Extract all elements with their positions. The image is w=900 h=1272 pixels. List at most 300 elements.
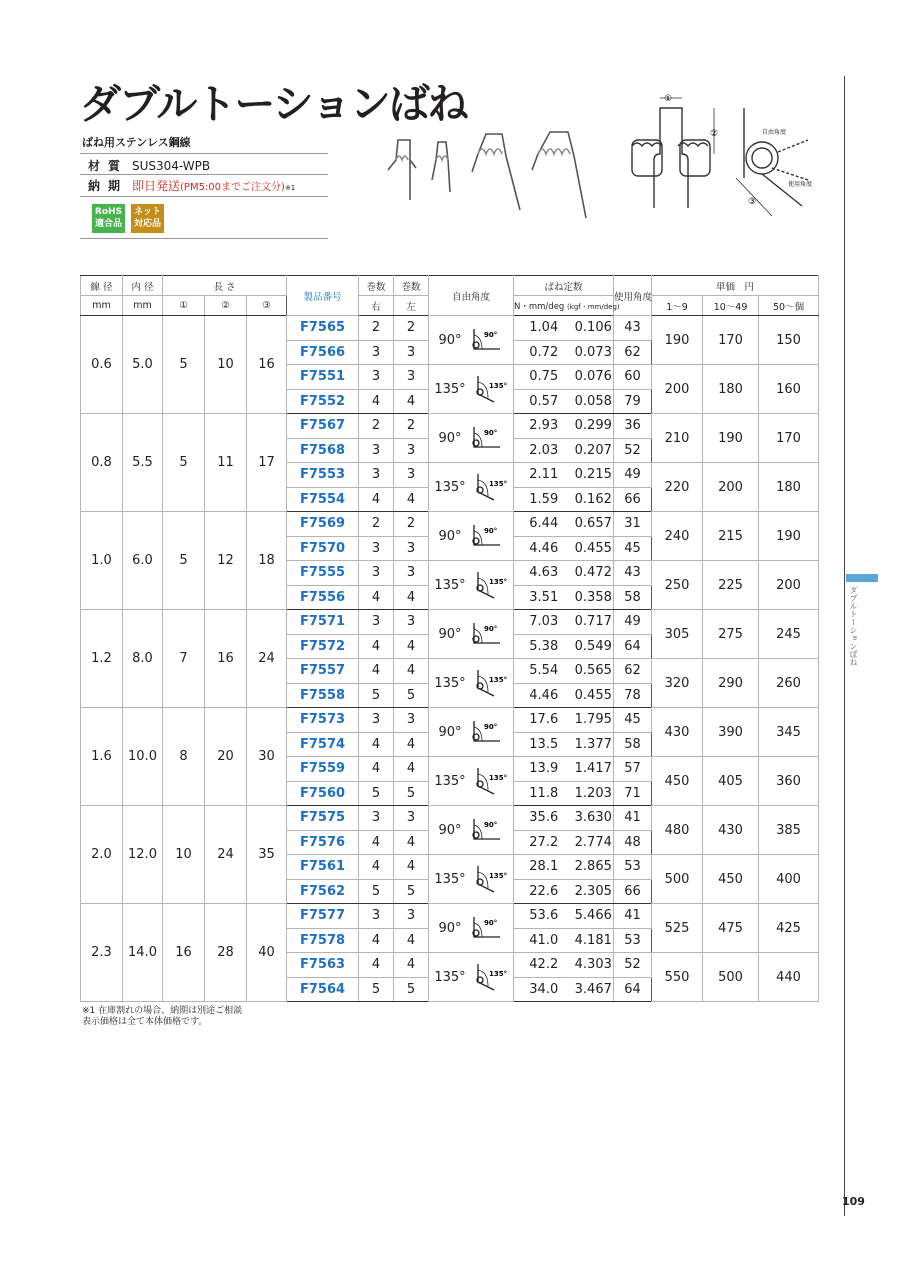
spring-rate-kgf: 1.377 bbox=[574, 732, 614, 757]
turns-right: 2 bbox=[359, 414, 394, 439]
spring-rate-kgf: 0.106 bbox=[574, 316, 614, 341]
price-10-49: 180 bbox=[703, 365, 759, 414]
turns-right: 2 bbox=[359, 512, 394, 537]
angle-icon-label: 90° bbox=[483, 723, 497, 731]
spring-rate-n: 53.6 bbox=[514, 904, 574, 929]
free-angle-cell bbox=[429, 904, 514, 953]
angle-icon-label: 135° bbox=[488, 382, 507, 390]
spring-rate-n: 13.5 bbox=[514, 732, 574, 757]
use-angle: 78 bbox=[614, 683, 652, 708]
spring-rate-kgf: 0.358 bbox=[574, 585, 614, 610]
inner-diameter: 6.0 bbox=[123, 512, 163, 610]
use-angle: 43 bbox=[614, 561, 652, 586]
col-turns-r-top: 巻数 bbox=[359, 276, 394, 296]
turns-left: 4 bbox=[394, 830, 429, 855]
table-row bbox=[81, 414, 819, 439]
col-inner: 内 径 bbox=[123, 276, 163, 296]
angle-icon-label: 90° bbox=[483, 331, 497, 339]
price-10-49: 170 bbox=[703, 316, 759, 365]
turns-left: 5 bbox=[394, 683, 429, 708]
length-2: 12 bbox=[205, 512, 247, 610]
use-angle: 43 bbox=[614, 316, 652, 341]
angle-90-icon bbox=[470, 425, 504, 451]
section-tab bbox=[846, 574, 878, 582]
spring-rate-kgf: 2.865 bbox=[574, 855, 614, 880]
angle-90-icon bbox=[470, 817, 504, 843]
spring-rate-n: 2.11 bbox=[514, 463, 574, 488]
wire-diameter: 0.8 bbox=[81, 414, 123, 512]
spring-rate-kgf: 0.162 bbox=[574, 487, 614, 512]
turns-right: 3 bbox=[359, 904, 394, 929]
length-1: 10 bbox=[163, 806, 205, 904]
inner-diameter: 8.0 bbox=[123, 610, 163, 708]
rohs-badge bbox=[92, 204, 125, 233]
price-50-plus: 260 bbox=[759, 659, 819, 708]
footnote-2: 表示価格は全て本体価格です。 bbox=[82, 1017, 208, 1027]
length-1: 5 bbox=[163, 414, 205, 512]
free-angle-cell bbox=[429, 953, 514, 1002]
price-50-plus: 245 bbox=[759, 610, 819, 659]
delivery-footnote-mark: ※1 bbox=[284, 184, 296, 192]
free-angle-value: 135° bbox=[434, 969, 466, 985]
spring-rate-kgf: 2.774 bbox=[574, 830, 614, 855]
spec-divider bbox=[80, 196, 328, 197]
free-angle-value: 90° bbox=[438, 430, 462, 446]
angle-icon-label: 90° bbox=[483, 625, 497, 633]
spring-rate-kgf: 3.630 bbox=[574, 806, 614, 831]
turns-left: 3 bbox=[394, 806, 429, 831]
price-10-49: 500 bbox=[703, 953, 759, 1002]
price-10-49: 225 bbox=[703, 561, 759, 610]
wire-diameter: 2.0 bbox=[81, 806, 123, 904]
use-angle: 60 bbox=[614, 365, 652, 390]
spring-rate-n: 4.63 bbox=[514, 561, 574, 586]
spring-rate-kgf: 0.717 bbox=[574, 610, 614, 635]
inner-diameter: 5.0 bbox=[123, 316, 163, 414]
spring-rate-n: 13.9 bbox=[514, 757, 574, 782]
price-10-49: 200 bbox=[703, 463, 759, 512]
product-code: F7554 bbox=[287, 487, 359, 512]
spring-rate-n: 27.2 bbox=[514, 830, 574, 855]
use-angle: 66 bbox=[614, 879, 652, 904]
price-50-plus: 180 bbox=[759, 463, 819, 512]
turns-right: 2 bbox=[359, 316, 394, 341]
rohs-badge-line2: 適合品 bbox=[94, 219, 122, 229]
net-badge-line1: ネット bbox=[133, 207, 161, 217]
product-code: F7561 bbox=[287, 855, 359, 880]
turns-right: 4 bbox=[359, 855, 394, 880]
use-angle: 53 bbox=[614, 928, 652, 953]
turns-right: 3 bbox=[359, 806, 394, 831]
product-code: F7567 bbox=[287, 414, 359, 439]
net-badge-line2: 対応品 bbox=[133, 219, 161, 229]
spring-rate-kgf: 0.455 bbox=[574, 536, 614, 561]
product-code: F7577 bbox=[287, 904, 359, 929]
turns-left: 3 bbox=[394, 438, 429, 463]
free-angle-cell bbox=[429, 806, 514, 855]
product-code: F7570 bbox=[287, 536, 359, 561]
table-row bbox=[81, 316, 819, 341]
turns-right: 4 bbox=[359, 732, 394, 757]
wire-diameter: 0.6 bbox=[81, 316, 123, 414]
material-value: SUS304-WPB bbox=[132, 159, 211, 173]
delivery-value: 即日発送 bbox=[132, 179, 181, 193]
turns-left: 4 bbox=[394, 855, 429, 880]
free-angle-value: 135° bbox=[434, 381, 466, 397]
use-angle: 45 bbox=[614, 536, 652, 561]
angle-90-icon bbox=[470, 621, 504, 647]
product-code: F7572 bbox=[287, 634, 359, 659]
free-angle-cell bbox=[429, 659, 514, 708]
length-3: 18 bbox=[247, 512, 287, 610]
price-50-plus: 170 bbox=[759, 414, 819, 463]
spring-rate-n: 3.51 bbox=[514, 585, 574, 610]
product-code: F7552 bbox=[287, 389, 359, 414]
wire-diameter: 1.0 bbox=[81, 512, 123, 610]
turns-left: 5 bbox=[394, 977, 429, 1002]
angle-90-icon bbox=[470, 523, 504, 549]
product-code: F7557 bbox=[287, 659, 359, 684]
free-angle-cell bbox=[429, 414, 514, 463]
use-angle: 36 bbox=[614, 414, 652, 439]
product-code: F7575 bbox=[287, 806, 359, 831]
use-angle: 49 bbox=[614, 610, 652, 635]
table-row bbox=[81, 904, 819, 929]
table-header-row bbox=[81, 276, 819, 296]
angle-icon-label: 90° bbox=[483, 527, 497, 535]
col-wire: 線 径 bbox=[81, 276, 123, 296]
price-10-49: 405 bbox=[703, 757, 759, 806]
col-length-1: ① bbox=[163, 296, 205, 316]
price-50-plus: 190 bbox=[759, 512, 819, 561]
page-edge-rule bbox=[844, 76, 845, 1216]
turns-right: 3 bbox=[359, 438, 394, 463]
inner-diameter: 14.0 bbox=[123, 904, 163, 1002]
price-1-9: 240 bbox=[652, 512, 703, 561]
spring-spec-table bbox=[80, 275, 819, 1002]
spring-rate-kgf: 5.466 bbox=[574, 904, 614, 929]
free-angle-cell bbox=[429, 708, 514, 757]
turns-left: 4 bbox=[394, 634, 429, 659]
dim-3-label: ③ bbox=[748, 197, 757, 207]
product-code: F7571 bbox=[287, 610, 359, 635]
spring-rate-kgf: 4.181 bbox=[574, 928, 614, 953]
spring-rate-n: 4.46 bbox=[514, 683, 574, 708]
angle-135-icon bbox=[474, 962, 508, 992]
turns-right: 4 bbox=[359, 830, 394, 855]
footnote-1: ※1 在庫割れの場合、納期は別途ご相談 bbox=[82, 1006, 243, 1016]
length-2: 16 bbox=[205, 610, 247, 708]
turns-right: 3 bbox=[359, 340, 394, 365]
product-code: F7573 bbox=[287, 708, 359, 733]
price-50-plus: 345 bbox=[759, 708, 819, 757]
spring-rate-n: 28.1 bbox=[514, 855, 574, 880]
spring-rate-kgf: 0.215 bbox=[574, 463, 614, 488]
length-3: 17 bbox=[247, 414, 287, 512]
turns-right: 4 bbox=[359, 585, 394, 610]
price-10-49: 190 bbox=[703, 414, 759, 463]
spring-rate-n: 41.0 bbox=[514, 928, 574, 953]
turns-left: 3 bbox=[394, 708, 429, 733]
spring-rate-n: 2.03 bbox=[514, 438, 574, 463]
spring-rate-n: 17.6 bbox=[514, 708, 574, 733]
free-angle-cell bbox=[429, 757, 514, 806]
free-angle-cell bbox=[429, 463, 514, 512]
turns-left: 2 bbox=[394, 414, 429, 439]
material-key: 材質 bbox=[88, 159, 129, 173]
price-10-49: 475 bbox=[703, 904, 759, 953]
price-1-9: 500 bbox=[652, 855, 703, 904]
spring-rate-kgf: 4.303 bbox=[574, 953, 614, 978]
product-code: F7556 bbox=[287, 585, 359, 610]
turns-left: 2 bbox=[394, 512, 429, 537]
spring-schematic bbox=[612, 88, 822, 228]
col-use-angle: 使用角度 bbox=[614, 276, 652, 316]
free-angle-label: 自由角度 bbox=[762, 129, 787, 136]
free-angle-value: 90° bbox=[438, 528, 462, 544]
price-1-9: 480 bbox=[652, 806, 703, 855]
rate-unit-kgf: (kgf・mm/deg) bbox=[567, 302, 620, 311]
spring-product-photo bbox=[380, 120, 600, 220]
price-1-9: 210 bbox=[652, 414, 703, 463]
spring-rate-n: 2.93 bbox=[514, 414, 574, 439]
use-angle: 45 bbox=[614, 708, 652, 733]
spec-divider bbox=[80, 238, 328, 239]
spring-rate-n: 1.59 bbox=[514, 487, 574, 512]
price-50-plus: 150 bbox=[759, 316, 819, 365]
price-10-49: 390 bbox=[703, 708, 759, 757]
use-angle: 52 bbox=[614, 953, 652, 978]
use-angle-label: 使用角度 bbox=[788, 181, 813, 188]
angle-icon-label: 135° bbox=[488, 970, 507, 978]
use-angle: 58 bbox=[614, 732, 652, 757]
wire-diameter: 1.6 bbox=[81, 708, 123, 806]
product-code: F7578 bbox=[287, 928, 359, 953]
turns-right: 3 bbox=[359, 561, 394, 586]
length-1: 8 bbox=[163, 708, 205, 806]
spring-rate-n: 11.8 bbox=[514, 781, 574, 806]
spring-rate-kgf: 0.076 bbox=[574, 365, 614, 390]
spring-rate-kgf: 0.565 bbox=[574, 659, 614, 684]
price-1-9: 430 bbox=[652, 708, 703, 757]
use-angle: 41 bbox=[614, 904, 652, 929]
price-50-plus: 200 bbox=[759, 561, 819, 610]
col-turns-l-top: 巻数 bbox=[394, 276, 429, 296]
turns-left: 3 bbox=[394, 610, 429, 635]
length-2: 28 bbox=[205, 904, 247, 1002]
turns-left: 4 bbox=[394, 389, 429, 414]
price-1-9: 450 bbox=[652, 757, 703, 806]
turns-left: 4 bbox=[394, 487, 429, 512]
material-row bbox=[88, 157, 210, 174]
angle-135-icon bbox=[474, 766, 508, 796]
turns-left: 2 bbox=[394, 316, 429, 341]
turns-right: 3 bbox=[359, 365, 394, 390]
table-row bbox=[81, 708, 819, 733]
inner-diameter: 12.0 bbox=[123, 806, 163, 904]
price-10-49: 215 bbox=[703, 512, 759, 561]
free-angle-value: 90° bbox=[438, 920, 462, 936]
product-code: F7555 bbox=[287, 561, 359, 586]
length-3: 24 bbox=[247, 610, 287, 708]
spec-divider bbox=[80, 153, 328, 154]
spring-rate-kgf: 1.417 bbox=[574, 757, 614, 782]
spring-rate-kgf: 0.207 bbox=[574, 438, 614, 463]
spring-rate-n: 0.75 bbox=[514, 365, 574, 390]
use-angle: 64 bbox=[614, 977, 652, 1002]
turns-left: 4 bbox=[394, 953, 429, 978]
angle-135-icon bbox=[474, 472, 508, 502]
angle-icon-label: 135° bbox=[488, 774, 507, 782]
delivery-key: 納期 bbox=[88, 179, 129, 193]
product-code: F7565 bbox=[287, 316, 359, 341]
turns-right: 4 bbox=[359, 928, 394, 953]
turns-right: 3 bbox=[359, 708, 394, 733]
turns-left: 3 bbox=[394, 536, 429, 561]
page-title: ダブルトーションばね bbox=[80, 80, 467, 128]
col-rate: ばね定数 bbox=[514, 276, 614, 296]
spring-rate-n: 22.6 bbox=[514, 879, 574, 904]
spring-rate-n: 0.72 bbox=[514, 340, 574, 365]
price-1-9: 525 bbox=[652, 904, 703, 953]
col-length-3: ③ bbox=[247, 296, 287, 316]
spec-divider bbox=[80, 174, 328, 175]
col-length-2: ② bbox=[205, 296, 247, 316]
price-1-9: 220 bbox=[652, 463, 703, 512]
footnotes bbox=[82, 1006, 242, 1028]
spring-rate-n: 42.2 bbox=[514, 953, 574, 978]
angle-135-icon bbox=[474, 374, 508, 404]
use-angle: 62 bbox=[614, 340, 652, 365]
length-1: 5 bbox=[163, 512, 205, 610]
price-10-49: 450 bbox=[703, 855, 759, 904]
turns-right: 4 bbox=[359, 487, 394, 512]
price-50-plus: 400 bbox=[759, 855, 819, 904]
spring-rate-kgf: 1.795 bbox=[574, 708, 614, 733]
spring-rate-kgf: 0.058 bbox=[574, 389, 614, 414]
inner-diameter: 10.0 bbox=[123, 708, 163, 806]
spring-rate-n: 6.44 bbox=[514, 512, 574, 537]
free-angle-value: 90° bbox=[438, 822, 462, 838]
price-1-9: 250 bbox=[652, 561, 703, 610]
turns-left: 3 bbox=[394, 365, 429, 390]
price-50-plus: 425 bbox=[759, 904, 819, 953]
rohs-badge-line1: RoHS bbox=[94, 207, 123, 217]
angle-90-icon bbox=[470, 327, 504, 353]
angle-icon-label: 135° bbox=[488, 872, 507, 880]
price-10-49: 275 bbox=[703, 610, 759, 659]
angle-icon-label: 90° bbox=[483, 429, 497, 437]
price-50-plus: 385 bbox=[759, 806, 819, 855]
free-angle-value: 135° bbox=[434, 577, 466, 593]
turns-left: 4 bbox=[394, 732, 429, 757]
use-angle: 58 bbox=[614, 585, 652, 610]
wire-diameter: 2.3 bbox=[81, 904, 123, 1002]
free-angle-cell bbox=[429, 316, 514, 365]
free-angle-value: 135° bbox=[434, 479, 466, 495]
table-row bbox=[81, 610, 819, 635]
badge-group bbox=[92, 204, 164, 233]
turns-right: 3 bbox=[359, 610, 394, 635]
angle-90-icon bbox=[470, 915, 504, 941]
use-angle: 49 bbox=[614, 463, 652, 488]
length-2: 10 bbox=[205, 316, 247, 414]
section-tab-label: ダブルトーションばね bbox=[849, 586, 858, 666]
use-angle: 71 bbox=[614, 781, 652, 806]
col-length: 長 さ bbox=[163, 276, 287, 296]
use-angle: 57 bbox=[614, 757, 652, 782]
length-3: 16 bbox=[247, 316, 287, 414]
free-angle-value: 135° bbox=[434, 675, 466, 691]
free-angle-value: 90° bbox=[438, 626, 462, 642]
use-angle: 52 bbox=[614, 438, 652, 463]
col-price-3: 50〜個 bbox=[759, 296, 819, 316]
free-angle-cell bbox=[429, 855, 514, 904]
length-1: 7 bbox=[163, 610, 205, 708]
turns-right: 4 bbox=[359, 389, 394, 414]
inner-diameter: 5.5 bbox=[123, 414, 163, 512]
product-code: F7559 bbox=[287, 757, 359, 782]
free-angle-value: 90° bbox=[438, 724, 462, 740]
price-50-plus: 440 bbox=[759, 953, 819, 1002]
free-angle-value: 90° bbox=[438, 332, 462, 348]
col-inner-unit: mm bbox=[123, 296, 163, 316]
turns-right: 5 bbox=[359, 977, 394, 1002]
angle-90-icon bbox=[470, 719, 504, 745]
dim-1-label: ① bbox=[664, 94, 673, 104]
free-angle-cell bbox=[429, 561, 514, 610]
col-code: 製品番号 bbox=[287, 276, 359, 316]
length-3: 40 bbox=[247, 904, 287, 1002]
length-2: 24 bbox=[205, 806, 247, 904]
spring-rate-n: 5.54 bbox=[514, 659, 574, 684]
spring-rate-kgf: 0.472 bbox=[574, 561, 614, 586]
spring-rate-n: 1.04 bbox=[514, 316, 574, 341]
turns-right: 5 bbox=[359, 879, 394, 904]
use-angle: 66 bbox=[614, 487, 652, 512]
length-3: 35 bbox=[247, 806, 287, 904]
angle-135-icon bbox=[474, 668, 508, 698]
turns-left: 4 bbox=[394, 928, 429, 953]
spring-rate-n: 4.46 bbox=[514, 536, 574, 561]
delivery-row bbox=[88, 177, 295, 194]
price-50-plus: 360 bbox=[759, 757, 819, 806]
free-angle-value: 135° bbox=[434, 773, 466, 789]
angle-icon-label: 135° bbox=[488, 578, 507, 586]
angle-icon-label: 135° bbox=[488, 676, 507, 684]
turns-right: 3 bbox=[359, 536, 394, 561]
col-rate-unit bbox=[514, 296, 620, 316]
price-1-9: 550 bbox=[652, 953, 703, 1002]
length-3: 30 bbox=[247, 708, 287, 806]
turns-left: 4 bbox=[394, 757, 429, 782]
length-1: 5 bbox=[163, 316, 205, 414]
product-code: F7553 bbox=[287, 463, 359, 488]
wire-diameter: 1.2 bbox=[81, 610, 123, 708]
product-code: F7569 bbox=[287, 512, 359, 537]
length-2: 11 bbox=[205, 414, 247, 512]
turns-right: 4 bbox=[359, 757, 394, 782]
product-code: F7564 bbox=[287, 977, 359, 1002]
angle-135-icon bbox=[474, 864, 508, 894]
price-1-9: 320 bbox=[652, 659, 703, 708]
rate-unit-n: N・mm/deg bbox=[514, 301, 565, 312]
turns-right: 5 bbox=[359, 781, 394, 806]
col-price: 単価 円 bbox=[652, 276, 819, 296]
use-angle: 48 bbox=[614, 830, 652, 855]
price-10-49: 290 bbox=[703, 659, 759, 708]
length-2: 20 bbox=[205, 708, 247, 806]
